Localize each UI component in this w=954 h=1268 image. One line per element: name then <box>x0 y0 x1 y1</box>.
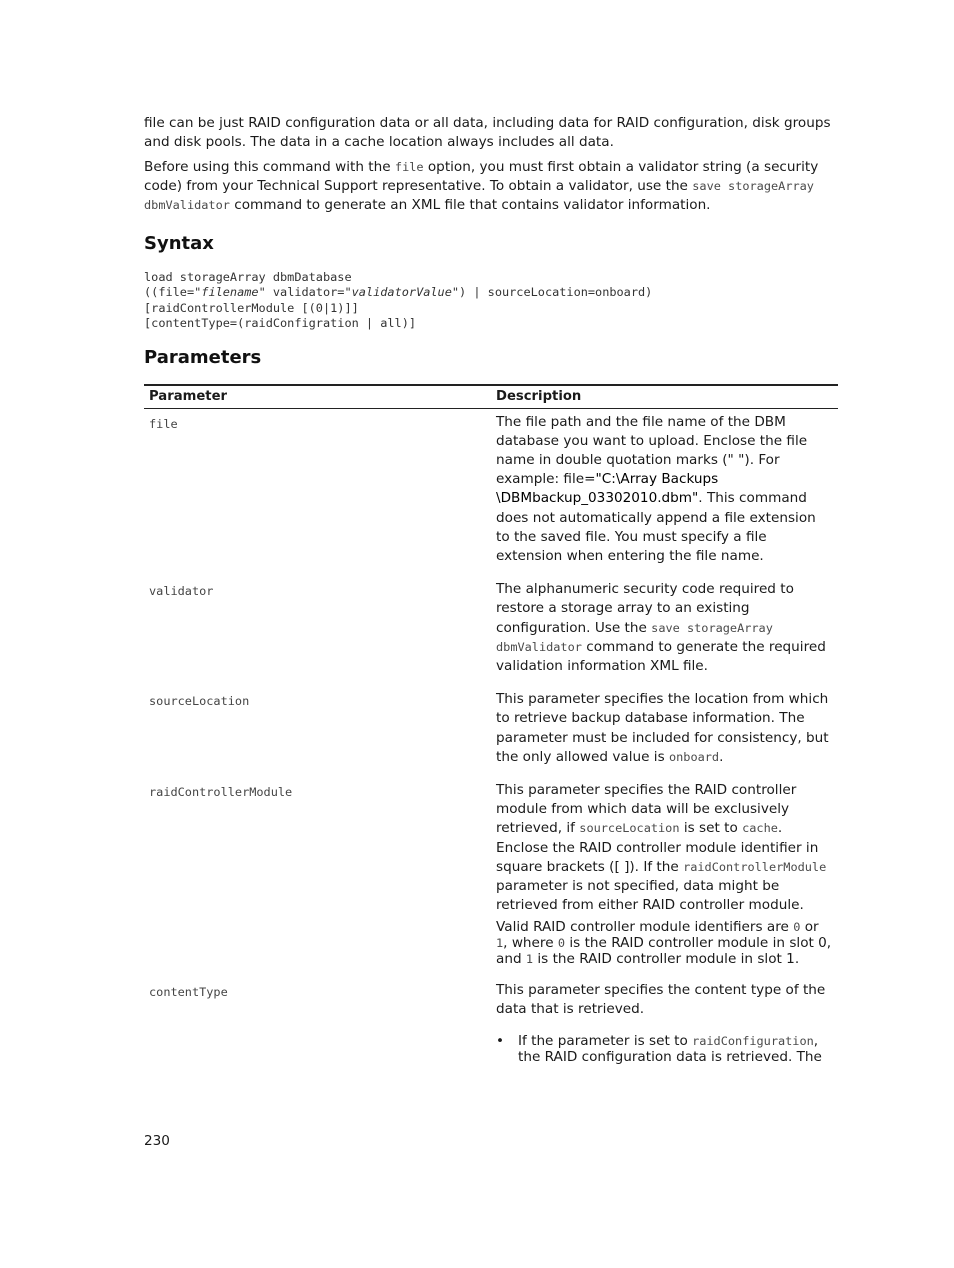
inline-code: raidControllerModule <box>683 859 827 874</box>
column-header-description: Description <box>491 385 838 409</box>
syntax-code-block: load storageArray dbmDatabase ((file="filename" validator="validatorValue") | sourceLocation=onboard) [raidControllerModule [(0|1)]] [contentType=(raidConfigration | all)] <box>144 270 653 331</box>
intro-paragraph-2: Before using this command with the file option, you must first obtain a validator string (a security code) from your Technical Support representative. To obtain a validator, use the save storageArray dbmValidator command to generate an XML file that contains validator information. <box>144 159 819 213</box>
inline-code: sourceLocation <box>579 821 680 836</box>
inline-code: 1 <box>496 935 504 950</box>
inline-code: raidConfiguration <box>692 1033 814 1048</box>
inline-code: 0 <box>793 919 801 934</box>
document-page <box>144 114 838 1075</box>
table-row <box>144 777 838 976</box>
bullet-icon: • <box>496 1032 505 1049</box>
intro-paragraph-1: file can be just RAID configuration data or all data, including data for RAID configuration, disk groups and disk pools. The data in a cache location always includes all data. <box>144 115 831 150</box>
parameter-description: The alphanumeric security code required to restore a storage array to an existing configuration. Use the save storageArray dbmValidator command to generate the required validation information XML file. <box>496 581 826 675</box>
parameter-name: validator <box>149 584 214 599</box>
table-row <box>144 408 838 576</box>
inline-code: onboard <box>668 749 720 764</box>
syntax-heading: Syntax <box>144 233 214 254</box>
inline-code: save storageArray dbmValidator <box>144 179 814 212</box>
column-header-parameter: Parameter <box>144 385 491 409</box>
inline-code: save storageArray dbmValidator <box>496 620 773 654</box>
inline-code: file <box>394 160 424 174</box>
parameter-description: The file path and the file name of the DBM database you want to upload. Enclose the file name in double quotation marks (" "). For example: file="C:\Array Backups \DBMbackup_03302010.dbm". This command does not automatically append a file extension to the saved file. You must specify a file extension when entering the file name. <box>496 413 816 565</box>
bullet-list-item: • If the parameter is set to raidConfiguration, the RAID configuration data is retrieved. The <box>496 1032 822 1065</box>
parameter-name: file <box>149 416 178 431</box>
page-number: 230 <box>144 1133 170 1149</box>
inline-code: 1 <box>525 951 534 966</box>
parameter-description: This parameter specifies the RAID controller module from which data will be exclusively retrieved, if sourceLocation is set to cache. Enclose the RAID controller module identifier in square brackets ([ ]). If the raidControllerModule parameter is not specified, data might be retrieved from either RAID controller module. Valid RAID controller module identifiers are 0 or 1, where 0 is the RAID controller module in slot 0, and 1 is the RAID controller module in slot 1. <box>496 782 832 967</box>
inline-code: cache <box>742 821 778 836</box>
parameters-heading: Parameters <box>144 346 262 368</box>
table-header-row <box>144 385 838 409</box>
table-row <box>144 977 838 1075</box>
parameter-description: This parameter specifies the content type of the data that is retrieved. • If the parameter is set to raidConfiguration, the RAID configuration data is retrieved. The <box>491 977 838 1075</box>
parameter-description: This parameter specifies the location from which to retrieve backup database information. The parameter must be included for consistency, but the only allowed value is onboard. <box>496 691 829 765</box>
parameter-name: raidControllerModule <box>149 785 293 800</box>
table-row <box>144 576 838 686</box>
parameters-table <box>144 384 838 1075</box>
inline-code: 0 <box>557 935 566 950</box>
parameter-name: contentType <box>149 984 228 999</box>
table-row <box>144 686 838 777</box>
parameter-name: sourceLocation <box>149 694 250 709</box>
